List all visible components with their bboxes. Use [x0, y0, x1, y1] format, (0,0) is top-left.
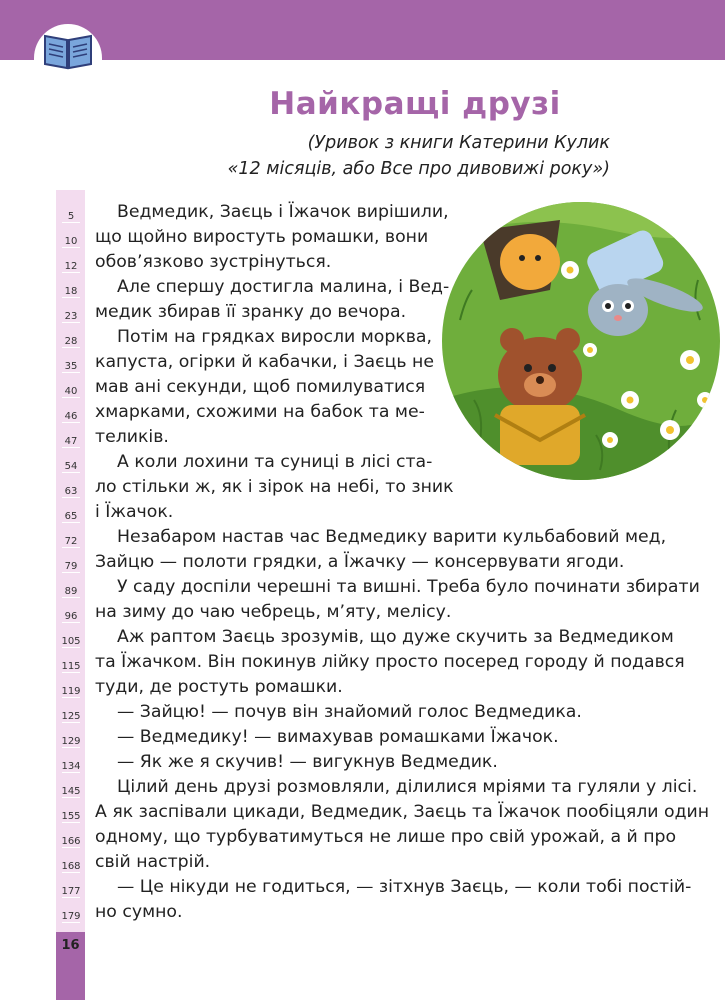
page-title: Найкращі друзі — [269, 86, 561, 122]
line-number: 10 — [60, 222, 82, 247]
line-number: 5 — [60, 197, 82, 222]
text-line: і Їжачок. — [95, 502, 174, 522]
text-line: одному, що турбуватимуться не лише про свій урожай, а й про — [95, 827, 677, 847]
text-line: хмарками, схожими на бабок та ме- — [95, 402, 425, 422]
open-book-icon — [41, 28, 95, 72]
text-line: но сумно. — [95, 902, 183, 922]
line-number: 115 — [60, 647, 82, 672]
line-number: 125 — [60, 697, 82, 722]
line-number: 35 — [60, 347, 82, 372]
line-number: 155 — [60, 797, 82, 822]
subtitle-line: «12 місяців, або Все про дивовижі року») — [227, 159, 610, 179]
text-line: А коли лохини та суниці в лісі ста- — [117, 452, 433, 472]
text-line: свій настрій. — [95, 852, 211, 872]
text-line: А як заспівали цикади, Ведмедик, Заєць та Їжачок пообіцяли один — [95, 802, 710, 822]
line-number: 177 — [60, 872, 82, 897]
text-line: обов’язково зустрінуться. — [95, 252, 332, 272]
line-number: 89 — [60, 572, 82, 597]
line-number: 145 — [60, 772, 82, 797]
text-line: У саду доспіли черешні та вишні. Треба було починати збирати — [117, 577, 700, 597]
text-line: медик збирав її зранку до вечора. — [95, 302, 407, 322]
text-line: Але спершу достигла малина, і Вед- — [117, 277, 450, 297]
line-number: 105 — [60, 622, 82, 647]
line-number: 23 — [60, 297, 82, 322]
friends-illustration — [440, 200, 722, 482]
line-number: 28 — [60, 322, 82, 347]
line-number-column — [60, 197, 82, 922]
line-number: 166 — [60, 822, 82, 847]
line-number: 134 — [60, 747, 82, 772]
text-line: Потім на грядках виросли морква, — [117, 327, 433, 347]
text-line: Цілий день друзі розмовляли, ділилися мріями та гуляли у лісі. — [117, 777, 698, 797]
text-line: — Це нікуди не годиться, — зітхнув Заєць, — коли тобі постій- — [117, 877, 692, 897]
line-number: 46 — [60, 397, 82, 422]
text-line: туди, де ростуть ромашки. — [95, 677, 343, 697]
line-number: 129 — [60, 722, 82, 747]
subtitle-line: (Уривок з книги Катерини Кулик — [307, 133, 610, 153]
text-line: мав ані секунди, щоб помилуватися — [95, 377, 426, 397]
line-number: 96 — [60, 597, 82, 622]
text-line: — Зайцю! — почув він знайомий голос Ведмедика. — [117, 702, 582, 722]
line-number: 179 — [60, 897, 82, 922]
line-number: 18 — [60, 272, 82, 297]
text-line: на зиму до чаю чебрець, м’яту, мелісу. — [95, 602, 452, 622]
header-bar — [0, 0, 725, 60]
text-line: що щойно виростуть ромашки, вони — [95, 227, 429, 247]
text-line: капуста, огірки й кабачки, і Заєць не — [95, 352, 434, 372]
line-number: 54 — [60, 447, 82, 472]
line-number: 12 — [60, 247, 82, 272]
text-line: — Ведмедику! — вимахував ромашками Їжачок. — [117, 727, 559, 747]
subtitle — [170, 130, 610, 182]
line-number: 119 — [60, 672, 82, 697]
line-number: 40 — [60, 372, 82, 397]
line-number: 63 — [60, 472, 82, 497]
text-line: теликів. — [95, 427, 169, 447]
text-line: Незабаром настав час Ведмедику варити кульбабовий мед, — [117, 527, 667, 547]
text-line: Зайцю — полоти грядки, а Їжачку — консервувати ягоди. — [95, 552, 625, 572]
line-number: 72 — [60, 522, 82, 547]
line-number: 79 — [60, 547, 82, 572]
text-line: ло стільки ж, як і зірок на небі, то зник — [95, 477, 454, 497]
text-line: та Їжачком. Він покинув лійку просто посеред городу й подався — [95, 652, 685, 672]
text-line: Ведмедик, Заєць і Їжачок вирішили, — [117, 202, 449, 222]
line-number: 168 — [60, 847, 82, 872]
text-line: — Як же я скучив! — вигукнув Ведмедик. — [117, 752, 498, 772]
text-line: Аж раптом Заєць зрозумів, що дуже скучить за Ведмедиком — [117, 627, 674, 647]
line-number: 47 — [60, 422, 82, 447]
line-number: 65 — [60, 497, 82, 522]
reading-badge — [34, 24, 102, 76]
page-number: 16 — [61, 938, 80, 953]
